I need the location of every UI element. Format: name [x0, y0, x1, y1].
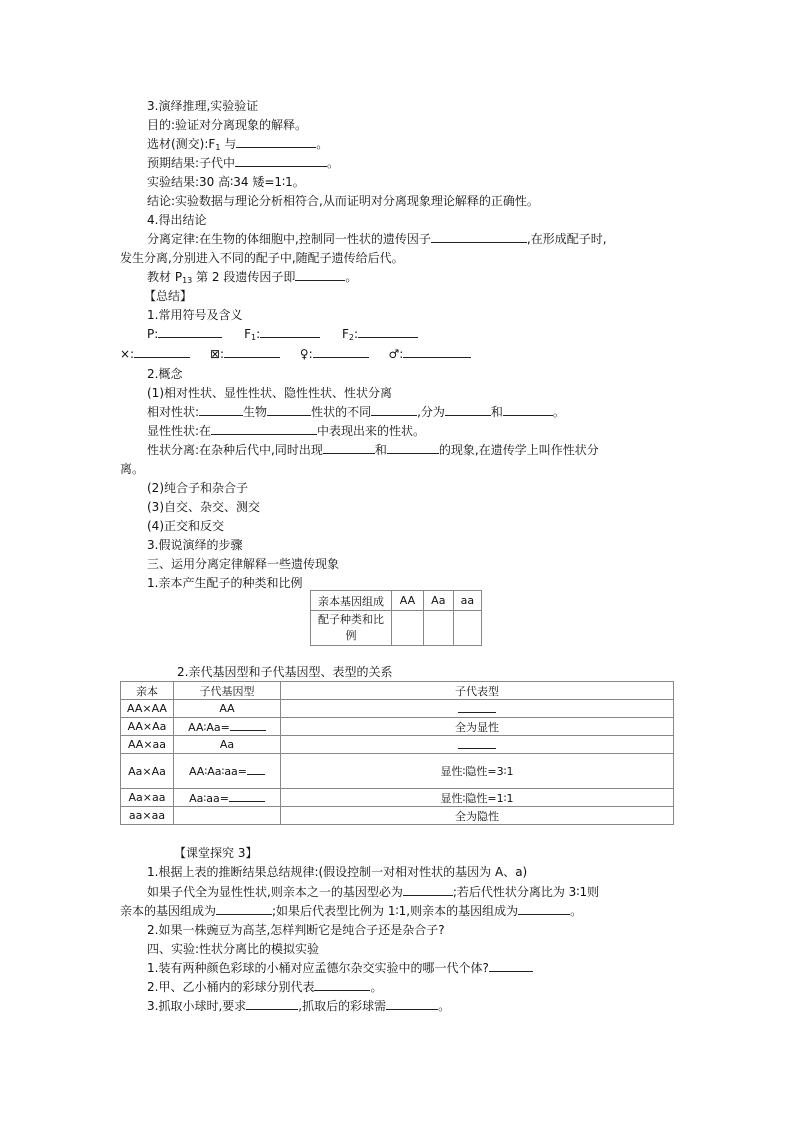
female-blank[interactable] — [313, 345, 369, 358]
concept-1: (1)相对性状、显性性状、隐性性状、性状分离 — [147, 386, 392, 400]
material-line: 选材(测交)$:F_1$ 与 。 — [147, 137, 329, 152]
part-4-q2: 2.甲、乙小桶内的彩球分别代表 。 — [147, 980, 383, 994]
gt-row-phenotype[interactable] — [281, 700, 674, 718]
gamete-header-2: Aa — [423, 591, 453, 611]
f2-blank[interactable] — [358, 325, 418, 338]
law-line-2: 发生分离,分别进入不同的配子中,随配子遗传给后代。 — [120, 251, 404, 265]
gamete-header-3: aa — [453, 591, 481, 611]
steps-title: 3.假说演绎的步骤 — [147, 538, 243, 552]
expected-line: 预期结果:子代中 。 — [147, 156, 340, 170]
explore-q1-line-3: 亲本的基因组成为 ;如果后代表型比例为 1∶1,则亲本的基因组成为 。 — [120, 904, 583, 918]
genotype-blank[interactable] — [230, 720, 266, 731]
part-3-sub-2: 2.亲代基因型和子代基因型、表型的关系 — [177, 665, 393, 679]
genotype-table — [120, 681, 674, 825]
result-text: 实验结果:30 高∶34 矮=1∶1。 — [147, 175, 305, 189]
law-line: 分离定律:在生物的体细胞中,控制同一性状的遗传因子 ,在形成配子时, — [147, 232, 607, 246]
explore-heading: 【课堂探究 3】 — [174, 846, 258, 860]
genotype-blank[interactable] — [247, 764, 265, 775]
gt-header-genotype: 子代基因型 — [174, 682, 281, 700]
material-blank[interactable] — [236, 135, 316, 148]
explore-q1: 1.根据上表的推断结果总结规律:(假设控制一对相对性状的基因为 A、a) — [147, 865, 528, 879]
gamete-header-1: AA — [392, 591, 424, 611]
gt-row-parent: Aa×aa — [121, 789, 174, 807]
self-blank[interactable] — [224, 345, 280, 358]
genotype-answer-blank-3[interactable] — [518, 902, 570, 915]
segregation-line-2: 离。 — [120, 462, 145, 476]
gt-row-phenotype: 显性∶隐性=3∶1 — [281, 754, 674, 789]
dominant-blank[interactable] — [211, 422, 317, 435]
gt-row-parent: AA×AA — [121, 700, 174, 718]
section-4-title: 4.得出结论 — [147, 213, 207, 227]
concept-4: (4)正交和反交 — [147, 519, 224, 533]
rel-blank-5[interactable] — [503, 403, 553, 416]
law-blank[interactable] — [431, 230, 527, 243]
gt-row-phenotype: 全为隐性 — [281, 807, 674, 825]
seg-blank-1[interactable] — [323, 441, 375, 454]
rel-blank-2[interactable] — [267, 403, 311, 416]
genotype-answer-blank-2[interactable] — [216, 902, 272, 915]
gamete-row-label: 配子种类和比例 — [311, 611, 392, 646]
gt-row-genotype[interactable]: AA∶Aa= — [174, 718, 281, 736]
part-3-sub-1: 1.亲本产生配子的种类和比例 — [147, 576, 303, 590]
expected-blank[interactable] — [235, 154, 327, 167]
seg-blank-2[interactable] — [387, 441, 439, 454]
relative-trait-line: 相对性状: 生物 性状的不同 ,分为 和 。 — [147, 405, 565, 419]
gt-row-genotype: Aa — [174, 736, 281, 754]
gamete-cell-Aa[interactable] — [423, 611, 453, 646]
gt-row-genotype: AA — [174, 700, 281, 718]
requirement-blank-1[interactable] — [246, 997, 298, 1010]
requirement-blank-2[interactable] — [386, 997, 438, 1010]
gamete-table — [310, 590, 482, 646]
rel-blank-4[interactable] — [445, 403, 491, 416]
gamete-cell-aa[interactable] — [453, 611, 481, 646]
cross-blank[interactable] — [134, 345, 190, 358]
concept-title: 2.概念 — [147, 367, 183, 381]
segregation-line: 性状分离:在杂种后代中,同时出现 和 的现象,在遗传学上叫作性状分 — [147, 443, 599, 457]
purpose-text: 目的:验证对分离现象的解释。 — [147, 118, 308, 132]
gamete-header-0: 亲本基因组成 — [311, 591, 392, 611]
explore-q2: 2.如果一株豌豆为高茎,怎样判断它是纯合子还是杂合子? — [147, 923, 445, 937]
part-4-q3: 3.抓取小球时,要求 ,抓取后的彩球需 。 — [147, 999, 451, 1013]
gt-row-parent: AA×aa — [121, 736, 174, 754]
section-3-title: 3.演绎推理,实验验证 — [147, 99, 259, 113]
gt-row-genotype[interactable]: AA∶Aa∶aa= — [174, 754, 281, 789]
part-4-title: 四、实验:性状分离比的模拟实验 — [147, 942, 320, 956]
f1-blank[interactable] — [260, 325, 320, 338]
dominant-trait-line: 显性性状:在 中表现出来的性状。 — [147, 424, 426, 438]
phenotype-blank[interactable] — [458, 738, 496, 749]
gt-row-phenotype: 显性∶隐性=1∶1 — [281, 789, 674, 807]
gt-row-genotype[interactable]: Aa∶aa= — [174, 789, 281, 807]
conclusion-text: 结论:实验数据与理论分析相符合,从而证明对分离现象理论解释的正确性。 — [147, 194, 539, 208]
genotype-answer-blank-1[interactable] — [403, 883, 453, 896]
part-3-title: 三、运用分离定律解释一些遗传现象 — [147, 557, 340, 571]
gt-header-phenotype: 子代表型 — [281, 682, 674, 700]
genotype-blank[interactable] — [229, 791, 265, 802]
gt-header-parent: 亲本 — [121, 682, 174, 700]
ball-blank[interactable] — [314, 978, 370, 991]
male-blank[interactable] — [403, 345, 471, 358]
rel-blank-3[interactable] — [371, 403, 417, 416]
explore-q1-line-2: 如果子代全为显性性状,则亲本之一的基因型必为 ;若后代性状分离比为 3∶1则 — [147, 885, 600, 899]
symbols-title: 1.常用符号及含义 — [147, 308, 243, 322]
gt-row-parent: AA×Aa — [121, 718, 174, 736]
textbook-line: 教材 $P_{13}$ 第 2 段遗传因子即 。 — [147, 270, 358, 285]
gt-row-parent: Aa×Aa — [121, 754, 174, 789]
summary-heading: 【总结】 — [144, 289, 193, 303]
phenotype-blank[interactable] — [458, 702, 496, 713]
symbols-line-2: ×: ⊠: ♀: ♂: — [120, 345, 471, 363]
concept-2: (2)纯合子和杂合子 — [147, 481, 248, 495]
textbook-blank[interactable] — [295, 268, 345, 281]
gt-row-phenotype[interactable] — [281, 736, 674, 754]
generation-blank[interactable] — [489, 959, 533, 972]
gamete-cell-AA[interactable] — [392, 611, 424, 646]
gt-row-phenotype: 全为显性 — [281, 718, 674, 736]
gt-row-parent: aa×aa — [121, 807, 174, 825]
rel-blank-1[interactable] — [199, 403, 243, 416]
part-4-q1: 1.装有两种颜色彩球的小桶对应孟德尔杂交实验中的哪一代个体? — [147, 959, 533, 977]
symbols-line-1: P: $F_1$: $F_2$: — [147, 325, 418, 347]
concept-3: (3)自交、杂交、测交 — [147, 500, 260, 514]
gt-row-genotype[interactable] — [174, 807, 281, 825]
p-blank[interactable] — [158, 325, 222, 338]
